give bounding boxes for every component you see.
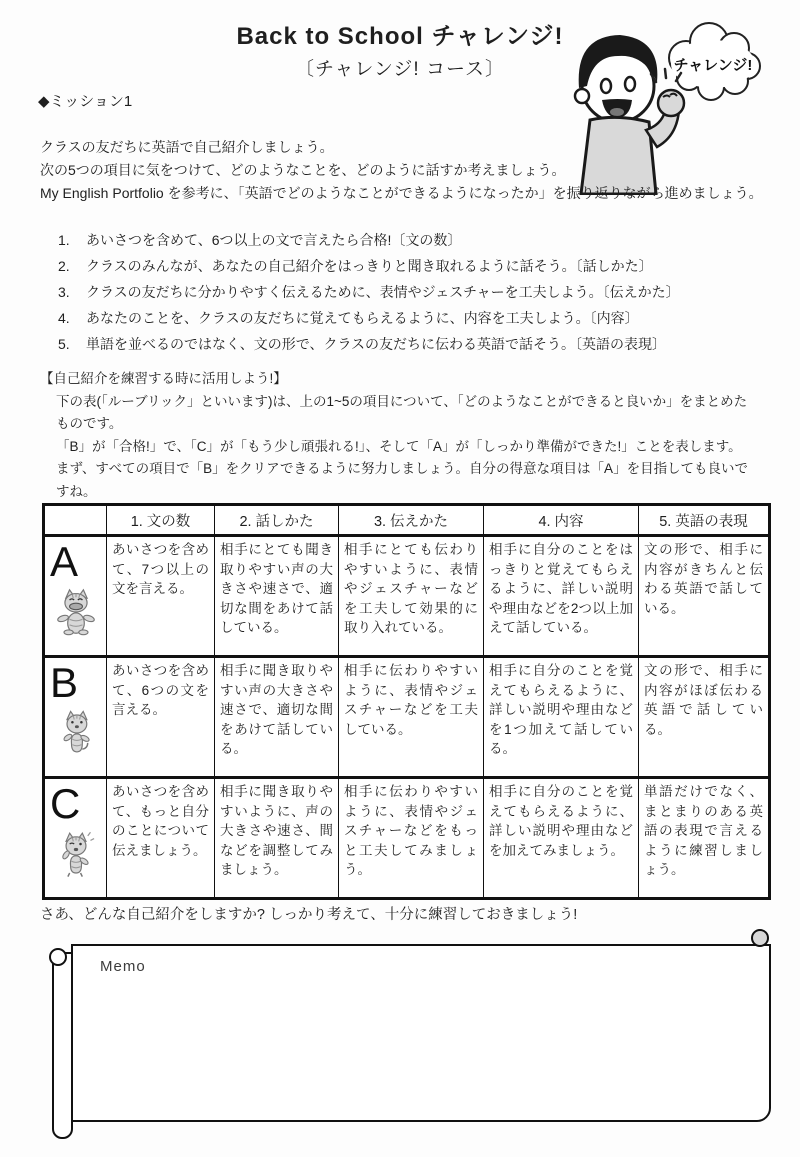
rubric-cell: 相手にとても伝わりやすいように、表情やジェスチャーなどを工夫して効果的に取り入れている。: [339, 536, 484, 657]
rubric-cell: 相手に自分のことをはっきりと覚えてもらえるように、詳しい説明や理由などを2つ以上加えて話している。: [484, 536, 639, 657]
page-title: Back to School チャレンジ!: [236, 23, 564, 50]
list-item-number: 3.: [58, 284, 70, 300]
list-item-text: あいさつを含めて、6つ以上の文で言えたら合格!〔文の数〕: [86, 232, 462, 248]
rubric-cell: あいさつを含めて、7つ以上の文を言える。: [107, 536, 215, 657]
table-row-grade-c: [44, 778, 770, 899]
list-item-number: 4.: [58, 310, 70, 326]
list-item-text: クラスの友だちに分かりやすく伝えるために、表情やジェスチャーを工夫しよう。〔伝えかた〕: [86, 284, 680, 300]
list-item-text: 単語を並べるのではなく、文の形で、クラスの友だちに伝わる英語で話そう。〔英語の表現〕: [86, 336, 667, 352]
rubric-cell: あいさつを含めて、6つの文を言える。: [107, 657, 215, 778]
list-item: [58, 279, 680, 305]
memo-area: [71, 944, 771, 1122]
scroll-left-roll: [52, 952, 73, 1139]
list-item: [58, 227, 680, 253]
intro-paragraph: [40, 136, 795, 205]
rubric-note-line: 下の表(「ルーブリック」といいます)は、上の1~5の項目について、「どのようなことができると良いか」をまとめたものです。: [56, 393, 748, 431]
scroll-curl-icon: [751, 929, 769, 947]
page-subtitle: 〔チャレンジ! コース〕: [294, 59, 506, 80]
rubric-cell: 単語だけでなく、まとまりのある英語の表現で言えるように練習しましょう。: [639, 778, 770, 899]
rubric-cell: 相手に自分のことを覚えてもらえるように、詳しい説明や理由などを加えてみましょう。: [484, 778, 639, 899]
closing-text: さあ、どんな自己紹介をしますか? しっかり考えて、十分に練習しておきましょう!: [40, 907, 578, 923]
grade-letter: A: [50, 538, 79, 585]
rubric-cell: 相手に伝わりやすいように、表情やジェスチャーなどをもっと工夫してみましょう。: [339, 778, 484, 899]
intro-line: クラスの友だちに英語で自己紹介しましょう。: [40, 139, 334, 155]
list-item-text: クラスのみんなが、あなたの自己紹介をはっきりと聞き取れるように話そう。〔話しかた〕: [86, 258, 653, 274]
grade-letter: C: [50, 780, 81, 827]
rubric-cell: 相手に聞き取りやすい声の大きさや速さで、適切な間をあけて話している。: [215, 657, 339, 778]
list-item: [58, 305, 680, 331]
rubric-cell: あいさつを含めて、もっと自分のことについて伝えましょう。: [107, 778, 215, 899]
header-cell: 5. 英語の表現: [639, 505, 770, 536]
grade-cell: [44, 536, 107, 657]
list-item: [58, 331, 680, 357]
cheering-cat-icon: [57, 830, 95, 878]
rubric-cell: 相手に聞き取りやすいように、声の大きさや速さ、間などを調整してみましょう。: [215, 778, 339, 899]
memo-label: Memo: [100, 958, 146, 975]
grade-cell: [44, 657, 107, 778]
list-item-number: 2.: [58, 258, 70, 274]
rubric-note-line: まず、すべての項目で「B」をクリアできるように努力しましょう。自分の得意な項目は「A」を目指しても良いですね。: [56, 461, 749, 499]
header-cell: 1. 文の数: [107, 505, 215, 536]
standing-cat-icon: [58, 709, 94, 757]
table-row-grade-b: [44, 657, 770, 778]
rubric-cell: 相手にとても聞き取りやすい声の大きさや速さで、適切な間をあけて話している。: [215, 536, 339, 657]
table-row-grade-a: [44, 536, 770, 657]
rubric-cell: 文の形で、相手に内容がほぼ伝わる英語で話している。: [639, 657, 770, 778]
rubric-cell: 文の形で、相手に内容がきちんと伝わる英語で話している。: [639, 536, 770, 657]
grade-letter: B: [50, 659, 79, 706]
rubric-table: [42, 503, 771, 900]
table-header-row: [44, 505, 770, 536]
rubric-cell: 相手に伝わりやすいように、表情やジェスチャーなどを工夫している。: [339, 657, 484, 778]
grade-cell: [44, 778, 107, 899]
rubric-note: [40, 368, 758, 503]
speech-bubble-text: チャレンジ!: [673, 57, 753, 74]
list-item: [58, 253, 680, 279]
list-item-text: あなたのことを、クラスの友だちに覚えてもらえるように、内容を工夫しよう。〔内容〕: [86, 310, 639, 326]
header-cell: [44, 505, 107, 536]
rubric-note-heading: 【自己紹介を練習する時に活用しよう!】: [40, 371, 287, 386]
checklist: [58, 227, 680, 357]
grinning-cat-icon: [55, 588, 97, 636]
list-item-number: 1.: [58, 232, 70, 248]
intro-line: My English Portfolio を参考に、「英語でどのようなことができるようになったか」を振り返りながら進めましょう。: [40, 185, 763, 201]
list-item-number: 5.: [58, 336, 70, 352]
header-cell: 4. 内容: [484, 505, 639, 536]
scroll-curl-icon: [49, 948, 67, 966]
mission-heading: ◆ミッション1: [38, 93, 133, 110]
intro-line: 次の5つの項目に気をつけて、どのようなことを、どのように話すか考えましょう。: [40, 162, 566, 178]
header-cell: 3. 伝えかた: [339, 505, 484, 536]
rubric-cell: 相手に自分のことを覚えてもらえるように、詳しい説明や理由などを1つ加えて話している。: [484, 657, 639, 778]
rubric-note-line: 「B」が「合格!」で、「C」が「もう少し頑張れる!」、そして「A」が「しっかり準備ができた!」ことを表します。: [56, 438, 742, 454]
header-cell: 2. 話しかた: [215, 505, 339, 536]
